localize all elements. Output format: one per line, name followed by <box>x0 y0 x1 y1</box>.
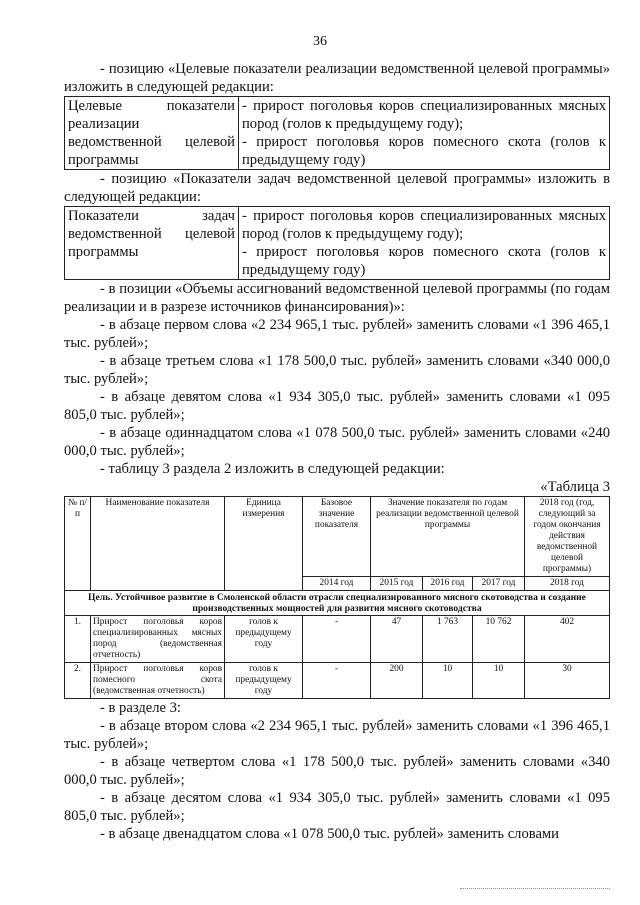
paragraph-item: - в абзаце десятом слова «1 934 305,0 тыс. рублей» заменить словами «1 095 805,0 тыс. рублей»; <box>64 790 610 824</box>
year-2015: 2015 год <box>371 577 423 591</box>
row-name: Прирост поголовья коров специализированных мясных пород (ведомственная отчетность) <box>91 616 225 663</box>
header-values: Значение показателя по годам реализации ведомственной целевой программы <box>371 497 525 577</box>
row-num: 2. <box>65 663 91 699</box>
row-2018: 30 <box>525 663 610 699</box>
target-indicators-box <box>64 96 610 170</box>
row-base: - <box>303 663 371 699</box>
paragraph-item: - в абзаце четвертом слова «1 178 500,0 тыс. рублей» заменить словами «340 000,0 тыс. рублей»; <box>64 754 610 788</box>
row-num: 1. <box>65 616 91 663</box>
box-indicator-2: - прирост поголовья коров помесного скота (голов к предыдущему году) <box>242 134 606 168</box>
row-unit: голов к предыдущему году <box>225 616 303 663</box>
paragraph-task-indicators: - позицию «Показатели задач ведомственной целевой программы» изложить в следующей редакции: <box>64 171 610 205</box>
header-base: Базовое значение показателя <box>303 497 371 577</box>
paragraph-item: - в абзаце втором слова «2 234 965,1 тыс. рублей» заменить словами «1 396 465,1 тыс. рублей»; <box>64 718 610 752</box>
table-row <box>65 663 610 699</box>
paragraph-item: - в абзаце третьем слова «1 178 500,0 тыс. рублей» заменить словами «340 000,0 тыс. рублей»; <box>64 353 610 387</box>
goal-text: Цель. Устойчивое развитие в Смоленской области отрасли специализированного мясного скотоводства и создание производственных мощностей для развития мясного скотоводства <box>65 591 610 616</box>
table3-caption: «Таблица 3 <box>540 479 610 495</box>
box-left-cell: Целевые показатели реализации ведомственной целевой программы <box>65 97 239 170</box>
row-2017: 10 762 <box>473 616 525 663</box>
box-right-cell <box>239 207 610 280</box>
row-2016: 1 763 <box>423 616 473 663</box>
year-final: 2018 год <box>525 577 610 591</box>
box-indicator-2: - прирост поголовья коров помесного скота (голов к предыдущему году) <box>242 244 606 278</box>
header-name: Наименование показателя <box>91 497 225 591</box>
table3 <box>64 496 610 699</box>
row-name: Прирост поголовья коров помесного скота (ведомственная отчетность) <box>91 663 225 699</box>
row-2015: 200 <box>371 663 423 699</box>
paragraph-allocations: - в позиции «Объемы ассигнований ведомственной целевой программы (по годам реализации и в разрезе источников финансирования)»: <box>64 281 610 315</box>
table-row <box>65 616 610 663</box>
paragraph-table3-intro: - таблицу 3 раздела 2 изложить в следующей редакции: <box>100 461 445 477</box>
box-indicator-1: - прирост поголовья коров специализированных мясных пород (голов к предыдущему году); <box>242 98 606 132</box>
header-num: № п/п <box>65 497 91 591</box>
task-indicators-box <box>64 206 610 280</box>
row-2017: 10 <box>473 663 525 699</box>
table-goal-row <box>65 591 610 616</box>
footer-divider <box>460 888 610 891</box>
header-final: 2018 год (год, следующий за годом окончания действия ведомственной целевой программы) <box>525 497 610 577</box>
paragraph-item: - в абзаце первом слова «2 234 965,1 тыс. рублей» заменить словами «1 396 465,1 тыс. рублей»; <box>64 317 610 351</box>
paragraph-section3: - в разделе 3: <box>100 700 181 716</box>
row-base: - <box>303 616 371 663</box>
box-right-cell <box>239 97 610 170</box>
row-2018: 402 <box>525 616 610 663</box>
table-header-row <box>65 497 610 577</box>
paragraph-item: - в абзаце двенадцатом слова «1 078 500,0 тыс. рублей» заменить словами <box>100 826 559 842</box>
paragraph-target-indicators: - позицию «Целевые показатели реализации ведомственной целевой программы» изложить в следующей редакции: <box>64 61 610 95</box>
document-body <box>64 60 610 843</box>
year-base: 2014 год <box>303 577 371 591</box>
box-indicator-1: - прирост поголовья коров специализированных мясных пород (голов к предыдущему году); <box>242 208 606 242</box>
header-unit: Единица измерения <box>225 497 303 591</box>
paragraph-item: - в абзаце девятом слова «1 934 305,0 тыс. рублей» заменить словами «1 095 805,0 тыс. рублей»; <box>64 389 610 423</box>
paragraph-item: - в абзаце одиннадцатом слова «1 078 500,0 тыс. рублей» заменить словами «240 000,0 тыс. рублей»; <box>64 425 610 459</box>
row-2016: 10 <box>423 663 473 699</box>
row-unit: голов к предыдущему году <box>225 663 303 699</box>
page-number: 36 <box>313 34 327 49</box>
year-2017: 2017 год <box>473 577 525 591</box>
year-2016: 2016 год <box>423 577 473 591</box>
row-2015: 47 <box>371 616 423 663</box>
box-left-cell: Показатели задач ведомственной целевой программы <box>65 207 239 280</box>
